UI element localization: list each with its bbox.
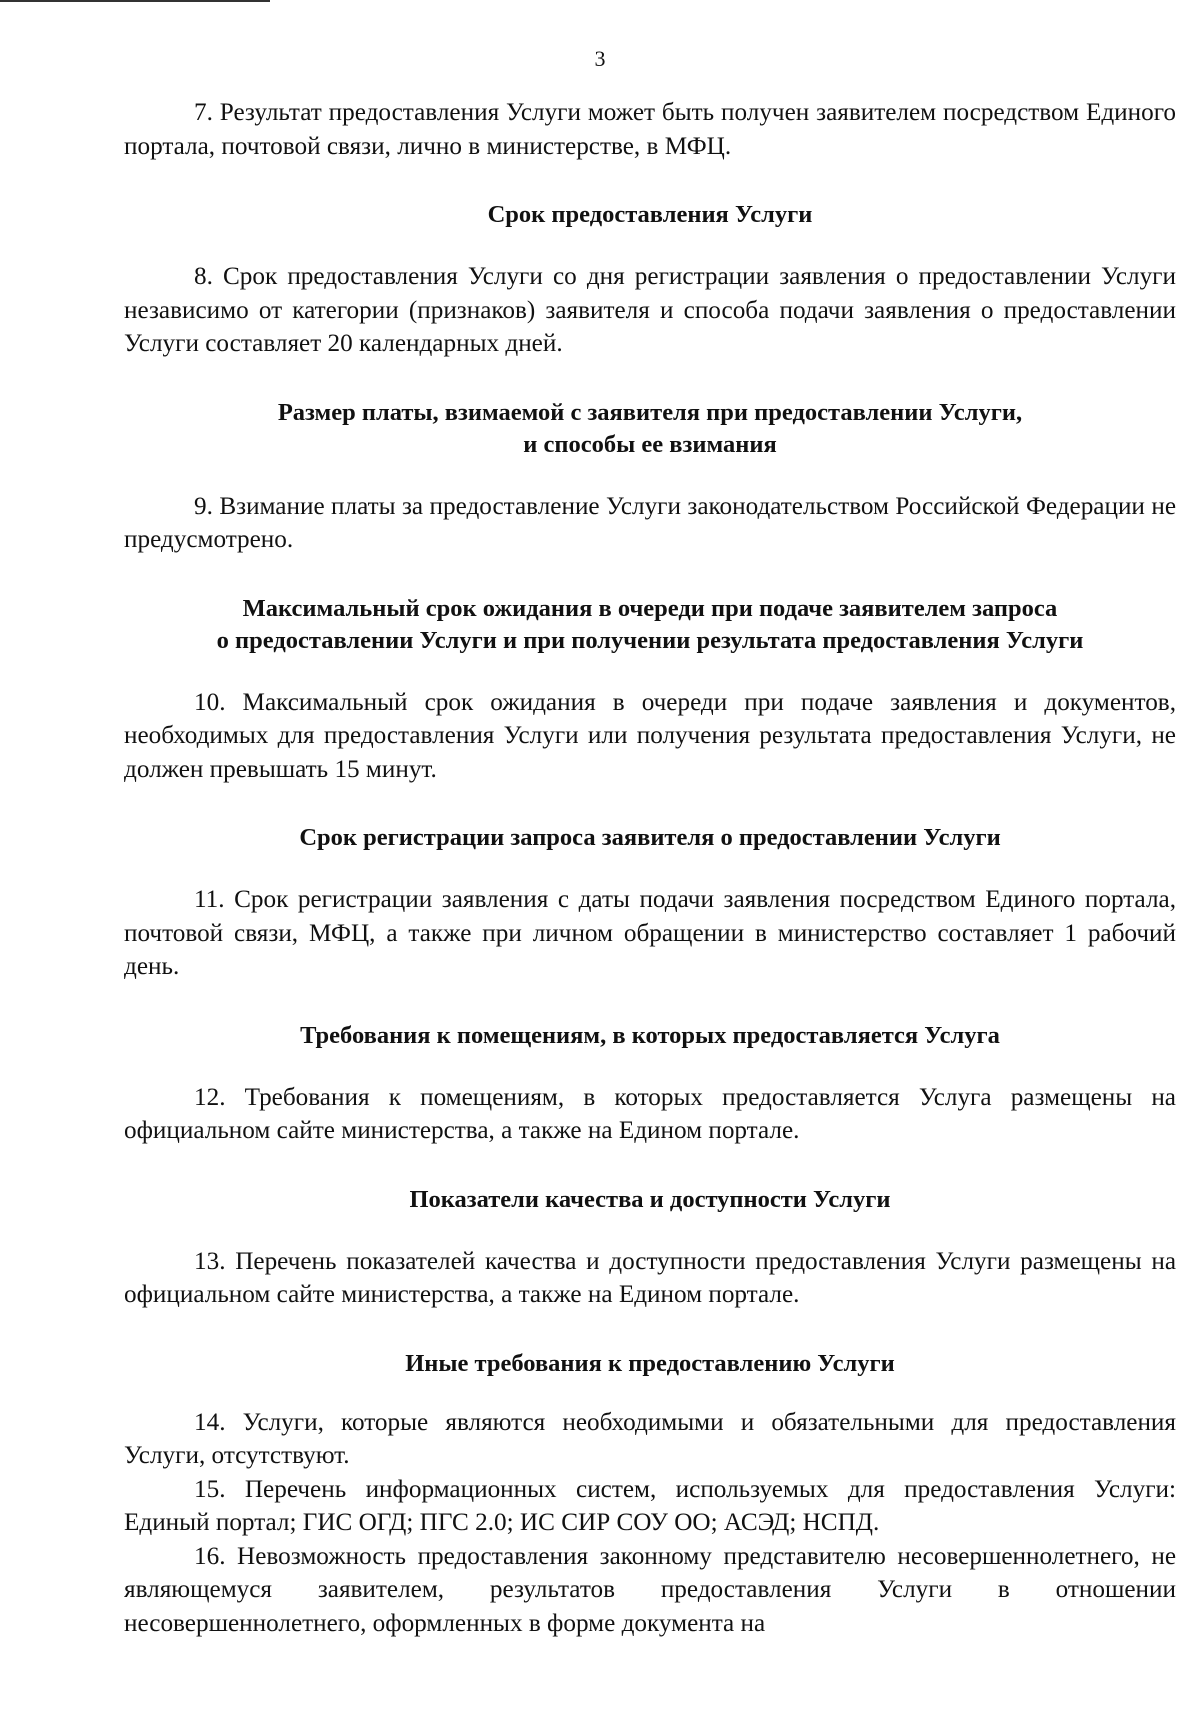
paragraph-10: 10. Максимальный срок ожидания в очереди при подаче заявления и документов, необходимых для предоставления Услуги или получения результата предоставления Услуги, не должен превышать 15 минут. [124, 688, 1176, 783]
heading-other-requirements: Иные требования к предоставлению Услуги [405, 1349, 895, 1377]
heading-service-term: Срок предоставления Услуги [487, 201, 813, 228]
heading-registration: Срок регистрации запроса заявителя о предоставлении Услуги [299, 824, 1001, 851]
page-number: 3 [594, 46, 606, 71]
document-body [124, 96, 1176, 1640]
heading-queue-line-2: о предоставлении Услуги и при получении результата предоставления Услуги [216, 626, 1084, 654]
heading-queue-line-1: Максимальный срок ожидания в очереди при подаче заявителем запроса [242, 594, 1058, 622]
heading-fee-line-1: Размер платы, взимаемой с заявителя при предоставлении Услуги, [277, 398, 1023, 426]
paragraph-13: 13. Перечень показателей качества и доступности предоставления Услуги размещены на официальном сайте министерства, а также на Едином портале. [124, 1247, 1176, 1308]
paragraph-12: 12. Требования к помещениям, в которых предоставляется Услуга размещены на официальном сайте министерства, а также на Едином портале. [124, 1083, 1176, 1144]
heading-premises: Требования к помещениям, в которых предоставляется Услуга [300, 1021, 1000, 1049]
paragraph-15: 15. Перечень информационных систем, используемых для предоставления Услуги: Единый портал; ГИС ОГД; ПГС 2.0; ИС СИР СОУ ОО; АСЭД; НСПД. [124, 1475, 1176, 1536]
paragraph-11: 11. Срок регистрации заявления с даты подачи заявления посредством Единого портала, почтовой связи, МФЦ, а также при личном обращении в министерство составляет 1 рабочий день. [124, 886, 1176, 980]
paragraph-8: 8. Срок предоставления Услуги со дня регистрации заявления о предоставлении Услуги независимо от категории (признаков) заявителя и способа подачи заявления о предоставлении Услуги составляет 20 календарных дней. [124, 263, 1176, 357]
paragraph-9: 9. Взимание платы за предоставление Услуги законодательством Российской Федерации не предусмотрено. [124, 492, 1176, 553]
paragraph-14: 14. Услуги, которые являются необходимыми и обязательными для предоставления Услуги, отсутствуют. [124, 1408, 1176, 1469]
paragraph-16: 16. Невозможность предоставления законному представителю несовершеннолетнего, не являющемуся заявителем, результатов предоставления Услуги в отношении несовершеннолетнего, оформленных в форме документа на [124, 1542, 1176, 1637]
heading-quality: Показатели качества и доступности Услуги [409, 1185, 891, 1213]
heading-fee-line-2: и способы ее взимания [523, 430, 777, 458]
scan-edge-line [0, 0, 270, 2]
paragraph-7: 7. Результат предоставления Услуги может быть получен заявителем посредством Единого портала, почтовой связи, лично в министерстве, в МФЦ. [124, 99, 1176, 160]
